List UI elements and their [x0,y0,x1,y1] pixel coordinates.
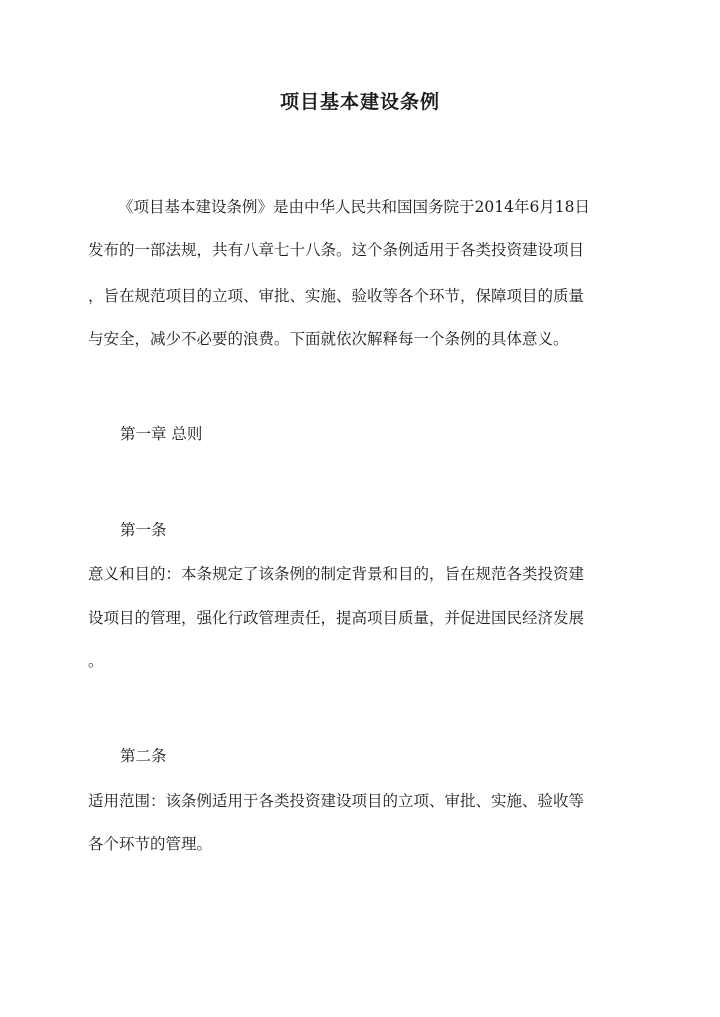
chapter-heading: 第一章 总则 [120,425,203,443]
article-1-line-2: 设项目的管理，强化行政管理责任，提高项目质量，并促进国民经济发展 [88,609,585,627]
article-1-line-3: 。 [88,652,104,670]
article-2-line-1: 适用范围：该条例适用于各类投资建设项目的立项、审批、实施、验收等 [88,792,585,810]
article-1-line-1: 意义和目的：本条规定了该条例的制定背景和目的，旨在规范各类投资建 [88,565,585,583]
article-1-heading: 第一条 [120,521,167,539]
intro-line-4: 与安全，减少不必要的浪费。下面就依次解释每一个条例的具体意义。 [88,330,569,348]
intro-line-1: 《项目基本建设条例》是由中华人民共和国国务院于2014年6月18日 [118,198,591,216]
document-title: 项目基本建设条例 [279,91,440,113]
article-2-line-2: 各个环节的管理。 [88,835,213,853]
intro-line-2: 发布的一部法规，共有八章七十八条。这个条例适用于各类投资建设项目 [88,241,585,259]
article-2-heading: 第二条 [120,747,167,765]
intro-line-3: ，旨在规范项目的立项、审批、实施、验收等各个环节，保障项目的质量 [88,287,585,305]
